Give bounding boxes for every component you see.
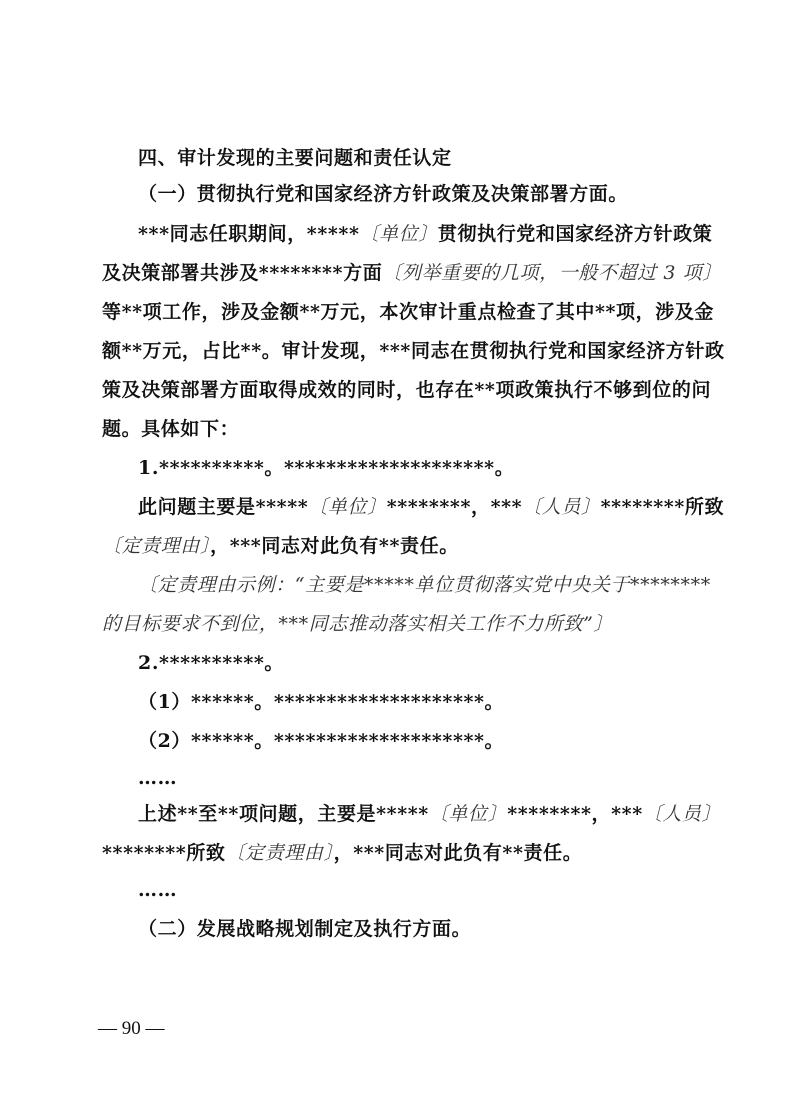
paragraph-line: 额**万元，占比**。审计发现，***同志在贯彻执行党和国家经济方针政 [102, 340, 725, 362]
text-run: ********所致 [600, 496, 725, 518]
subsection-title-2: （二）发展战略规划制定及执行方面。 [138, 918, 472, 940]
list-item: 1.**********。********************。 [138, 457, 515, 479]
paragraph-line [138, 222, 712, 246]
text-run: ********所致 [102, 842, 226, 864]
placeholder-note: 〔定责理由〕 [225, 842, 334, 864]
example-note: 的目标要求不到位，***同志推动落实相关工作不力所致”〕 [102, 613, 614, 635]
text-run: ********，*** [507, 803, 643, 825]
text-run: 及决策部署共涉及********方面 [102, 262, 383, 284]
placeholder-note: 〔单位〕 [308, 496, 387, 518]
sub-list-item: （2）******。********************。 [138, 730, 505, 752]
text-run: 此问题主要是***** [138, 496, 309, 518]
ellipsis: …… [138, 767, 178, 789]
placeholder-note: 〔单位〕 [359, 223, 438, 245]
placeholder-note: 〔人员〕 [642, 803, 722, 825]
placeholder-note: 〔单位〕 [428, 803, 508, 825]
placeholder-note: 〔人员〕 [522, 496, 601, 518]
text-run: 贯彻执行党和国家经济方针政策 [437, 223, 713, 245]
text-run: ***同志任职期间，***** [138, 223, 360, 245]
paragraph-line [102, 261, 722, 285]
text-run: ，***同志对此负有**责任。 [333, 842, 583, 864]
placeholder-note: 〔列举重要的几项，一般不超过 3 项〕 [382, 262, 722, 284]
text-run: ********，*** [386, 496, 523, 518]
ellipsis: …… [138, 879, 178, 901]
placeholder-note: 〔定责理由〕 [102, 535, 211, 557]
section-heading: 四、审计发现的主要问题和责任认定 [138, 147, 452, 169]
summary-line [102, 841, 582, 865]
summary-line [138, 802, 721, 826]
paragraph-line: 策及决策部署方面取得成效的同时，也存在**项政策执行不够到位的问 [102, 379, 712, 401]
list-item: 2.**********。 [138, 652, 284, 674]
paragraph-line: 题。具体如下： [102, 418, 240, 440]
text-run: 上述**至**项问题，主要是***** [138, 803, 429, 825]
page-number: — 90 — [98, 1018, 165, 1039]
example-note: 〔定责理由示例：“主要是*****单位贯彻落实党中央关于******** [138, 574, 711, 596]
subsection-title-1: （一）贯彻执行党和国家经济方针政策及决策部署方面。 [138, 183, 629, 205]
cause-line [102, 534, 459, 558]
text-run: ，***同志对此负有**责任。 [210, 535, 459, 557]
paragraph-line: 等**项工作，涉及金额**万元，本次审计重点检查了其中**项，涉及金 [102, 301, 715, 323]
cause-line [138, 495, 724, 519]
sub-list-item: （1）******。********************。 [138, 691, 505, 713]
